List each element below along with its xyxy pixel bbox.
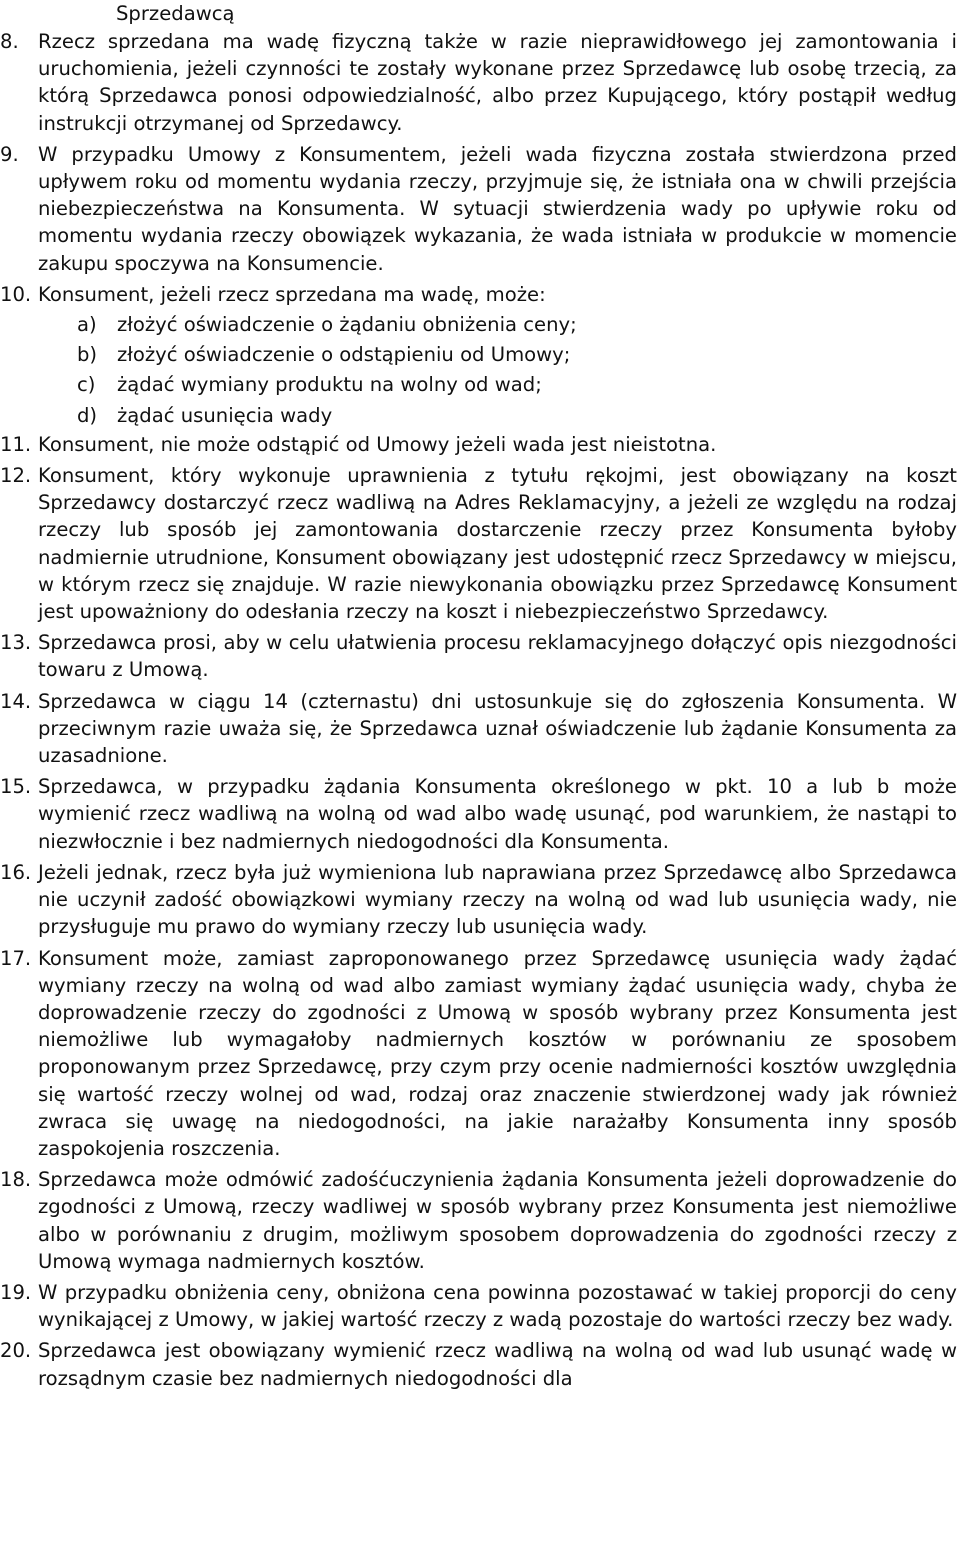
item-text: Sprzedawca jest obowiązany wymienić rzecz wadliwą na wolną od wad lub usunąć wadę w rozsądnym czasie bez nadmiernych niedogodności dla bbox=[38, 1339, 957, 1390]
subitem-c bbox=[77, 371, 957, 398]
subitem-letter: c) bbox=[77, 373, 96, 397]
list-item-14 bbox=[0, 688, 957, 770]
item-number: 12. bbox=[0, 464, 32, 488]
item-text: Jeżeli jednak, rzecz była już wymieniona lub naprawiana przez Sprzedawcę albo Sprzedawca nie uczynił zadość obowiązkowi wymiany rzeczy na wolną od wad lub usunięcia wady, nie przysługuje mu prawo do wymiany rzeczy lub usunięcia wady. bbox=[38, 860, 957, 939]
subitem-d bbox=[77, 402, 957, 429]
item-text: Sprzedawca, w przypadku żądania Konsumenta określonego w pkt. 10 a lub b może wymienić rzecz wadliwą na wolną od wad albo wadę usunąć, pod warunkiem, że nastąpi to niezwłocznie i bez nadmiernych niedogodności dla Konsumenta. bbox=[38, 775, 957, 853]
item-text: Konsument może, zamiast zaproponowanego przez Sprzedawcę usunięcia wady żądać wymiany rzeczy na wolną od wad albo zamiast wymiany żądać usunięcia wady, chyba że doprowadzenie rzeczy do zgodności z Umową w sposób wybrany przez Konsumenta jest niemożliwe lub wymagałoby nadmiernych kosztów w porównaniu ze sposobem proponowanym przez Sprzedawcę, przy czym przy ocenie nadmierności kosztów uwzględnia się wartość rzeczy wolnej od wad, rodzaj oraz znaczenie stwierdzonej wady jak również zwraca się uwagę na niedogodności, na jakie narażałby Konsumenta inny sposób zaspokojenia roszczenia. bbox=[38, 946, 957, 1160]
item-number: 8. bbox=[0, 30, 19, 53]
numbered-list bbox=[0, 28, 957, 1396]
item-text: Sprzedawca w ciągu 14 (czternastu) dni ustosunkuje się do zgłoszenia Konsumenta. W przeciwnym razie uważa się, że Sprzedawca uznał oświadczenie lub żądanie Konsumenta za uzasadnione. bbox=[38, 689, 957, 768]
item-number: 13. bbox=[0, 631, 32, 655]
item-text: Konsument, który wykonuje uprawnienia z tytułu rękojmi, jest obowiązany na koszt Sprzedawcy dostarczyć rzecz wadliwą na Adres Reklamacyjny, a jeżeli ze względu na rodzaj rzeczy lub sposób jej zamontowania dostarczenie rzeczy przez Konsumenta byłoby nadmiernie utrudnione, Konsument obowiązany jest udostępnić rzecz Sprzedawcy w miejscu, w którym rzecz się znajduje. W razie niewykonania obowiązku przez Sprzedawcę Konsument jest upoważniony do odesłania rzeczy na koszt i niebezpieczeństwo Sprzedawcy. bbox=[38, 464, 957, 624]
list-item-13 bbox=[0, 629, 957, 683]
subitem-letter: b) bbox=[77, 343, 98, 367]
list-item-12 bbox=[0, 462, 957, 625]
subitem-letter: a) bbox=[77, 313, 97, 337]
item-text: Rzecz sprzedana ma wadę fizyczną także w razie nieprawidłowego jej zamontowania i uruchomienia, jeżeli czynności te zostały wykonane przez Sprzedawcę lub osobę trzecią, za którą Sprzedawca ponosi odpowiedzialność, albo przez Kupującego, który postąpił według instrukcji otrzymanej od Sprzedawcy. bbox=[38, 30, 957, 135]
item-number: 10. bbox=[0, 282, 32, 306]
item-text: W przypadku obniżenia ceny, obniżona cena powinna pozostawać w takiej proporcji do ceny wynikającej z Umowy, w jakiej wartość rzeczy z wadą pozostaje do wartości rzeczy bez wady. bbox=[38, 1280, 957, 1332]
list-item-16 bbox=[0, 859, 957, 941]
item-number: 11. bbox=[0, 432, 32, 456]
item-text: W przypadku Umowy z Konsumentem, jeżeli wada fizyczna została stwierdzona przed upływem roku od momentu wydania rzeczy, przyjmuje się, że istniała ona w chwili przejścia niebezpieczeństwa na Konsumenta. W sytuacji stwierdzenia wady po upływie roku od momentu wydania rzeczy obowiązek wykazania, że wada istniała w produkcie w momencie zakupu spoczywa na Konsumencie. bbox=[38, 142, 957, 275]
item-number: 19. bbox=[0, 1280, 32, 1304]
subitem-b bbox=[77, 341, 957, 368]
subitem-a bbox=[77, 311, 957, 338]
item-text: Sprzedawca może odmówić zadośćuczynienia żądania Konsumenta jeżeli doprowadzenie do zgodności z Umową, rzeczy wadliwej w sposób wybrany przez Konsumenta jest niemożliwe albo w porównaniu z drugim, możliwym sposobem doprowadzenia do zgodności rzeczy z Umową wymaga nadmiernych kosztów. bbox=[38, 1168, 957, 1273]
item-number: 9. bbox=[0, 142, 19, 166]
item-text: Sprzedawca prosi, aby w celu ułatwienia procesu reklamacyjnego dołączyć opis niezgodności towaru z Umową. bbox=[38, 631, 957, 682]
item-number: 14. bbox=[0, 689, 32, 713]
item-number: 15. bbox=[0, 775, 32, 799]
subitem-text: złożyć oświadczenie o odstąpieniu od Umowy; bbox=[117, 343, 571, 367]
list-item-10 bbox=[0, 281, 957, 429]
list-item-11 bbox=[0, 431, 957, 458]
item-number: 20. bbox=[0, 1339, 32, 1363]
item-text: Konsument, jeżeli rzecz sprzedana ma wadę, może: bbox=[38, 282, 546, 306]
list-item-18 bbox=[0, 1166, 957, 1275]
item-number: 18. bbox=[0, 1168, 32, 1192]
subitem-text: złożyć oświadczenie o żądaniu obniżenia ceny; bbox=[117, 313, 577, 337]
subitem-text: żądać wymiany produktu na wolny od wad; bbox=[117, 373, 542, 397]
continued-text-fragment: Sprzedawcą bbox=[116, 2, 235, 25]
item-number: 17. bbox=[0, 946, 32, 970]
list-item-20 bbox=[0, 1337, 957, 1391]
subitem-letter: d) bbox=[77, 403, 98, 427]
item-number: 16. bbox=[0, 860, 32, 884]
item-text: Konsument, nie może odstąpić od Umowy jeżeli wada jest nieistotna. bbox=[38, 432, 717, 456]
list-item-9 bbox=[0, 141, 957, 277]
item-body bbox=[38, 281, 957, 429]
list-item-15 bbox=[0, 773, 957, 855]
list-item-17 bbox=[0, 945, 957, 1163]
subitem-text: żądać usunięcia wady bbox=[117, 403, 333, 427]
list-item-19 bbox=[0, 1279, 957, 1333]
list-item-8 bbox=[0, 28, 957, 137]
